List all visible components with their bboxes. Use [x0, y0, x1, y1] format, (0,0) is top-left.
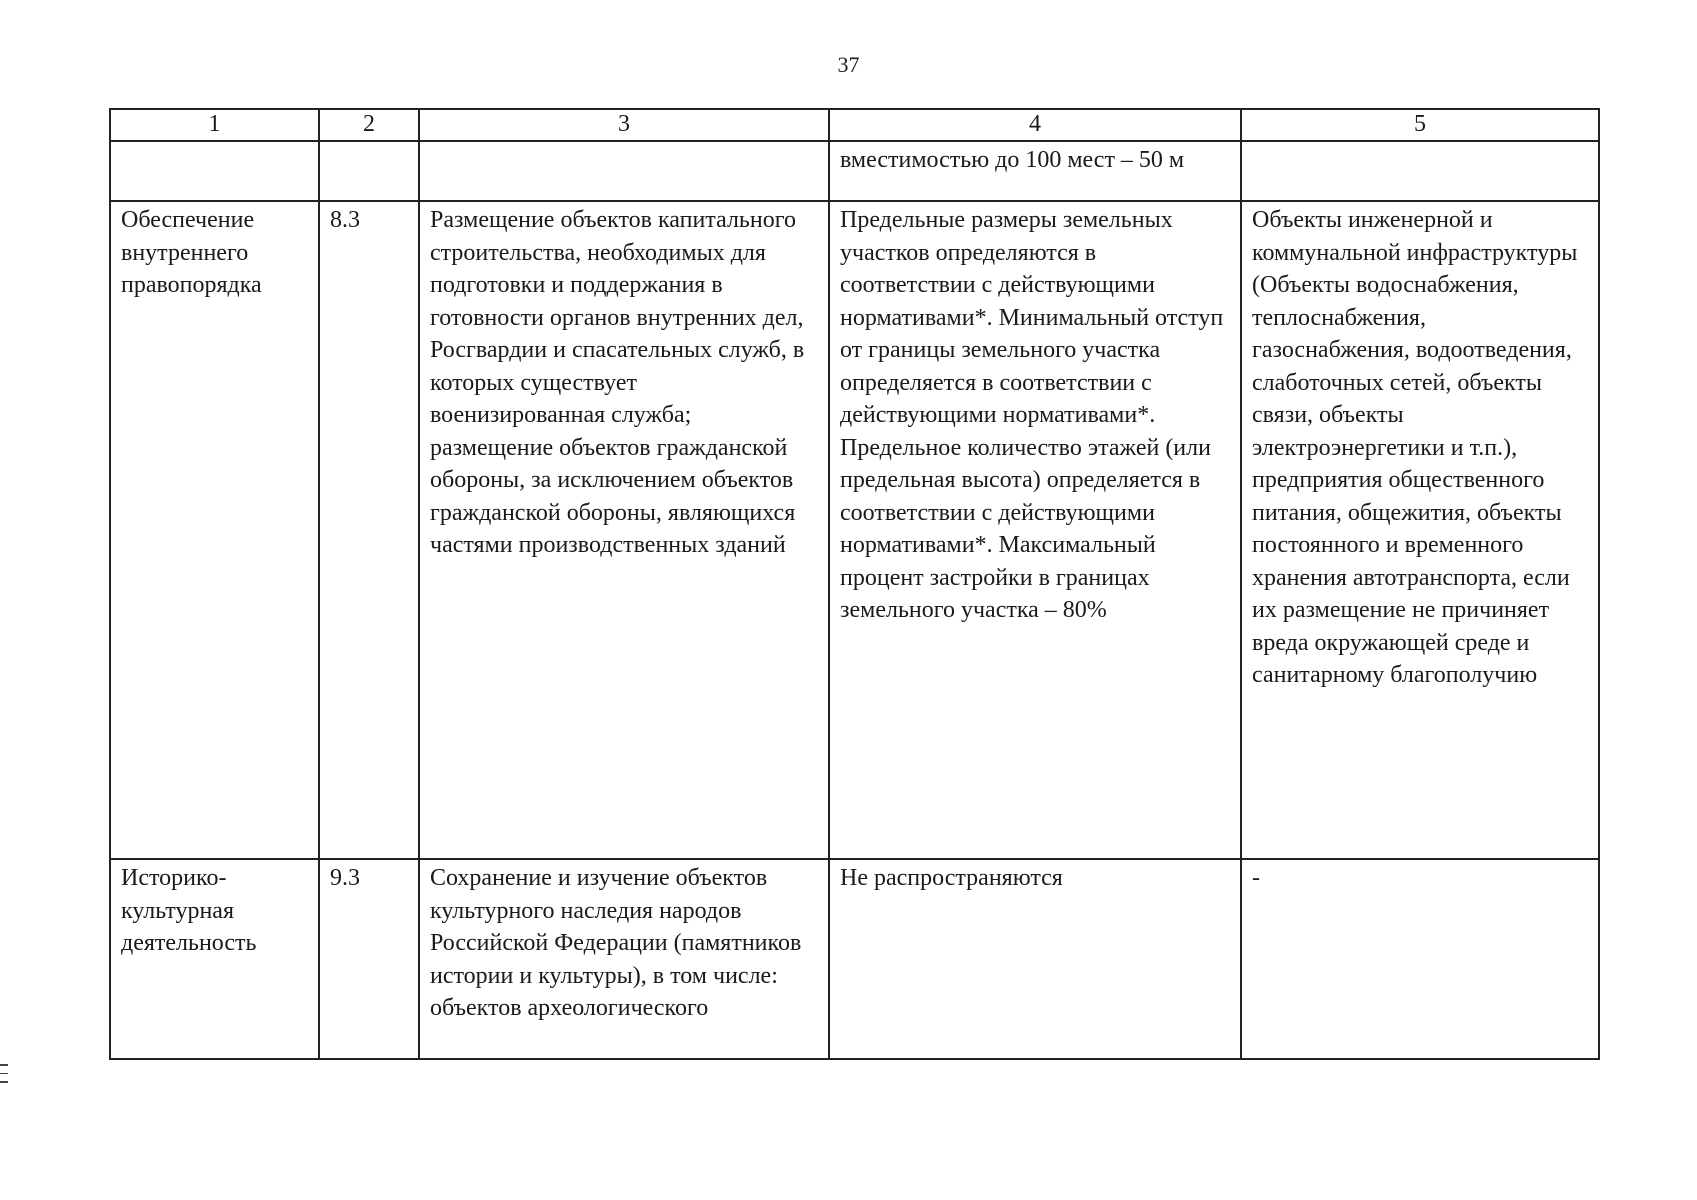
auxiliary-uses-text: Объекты инженерной и коммунальной инфраструктуры (Объекты водоснабжения, теплоснабжения, газоснабжения, водоотведения, слаботочных сетей, объекты связи, объекты электроэнергетики и т.п.), предприятия общественного питания, общежития, объекты постоянного и временного хранения автотранспорта, если их размещение не причиняет вреда окружающей среде и санитарному благополучию — [1252, 207, 1578, 688]
cell-description — [419, 141, 829, 201]
parameters-text: Предельные размеры земельных участков определяются в соответствии с действующими нормативами*. Минимальный отступ от границы земельного участка определяется в соответствии с действующими нормативами*. Предельное количество этажей (или предельная высота) определяется в соответствии с действующими нормативами*. Максимальный процент застройки в границах земельного участка – 80% — [840, 207, 1224, 623]
cell-description — [419, 201, 829, 859]
cell-auxiliary-uses — [1241, 859, 1599, 1059]
use-name-text: Обеспечение внутреннего правопорядка — [121, 207, 262, 298]
cell-use-name — [110, 859, 319, 1059]
use-name-text: Историко-культурная деятельность — [121, 865, 257, 956]
column-header-2: 2 — [319, 109, 419, 141]
scan-edge-marks — [0, 1064, 8, 1090]
cell-parameters — [829, 201, 1241, 859]
cell-parameters — [829, 859, 1241, 1059]
column-header-4: 4 — [829, 109, 1241, 141]
page-number: 37 — [837, 52, 860, 77]
column-header-1: 1 — [110, 109, 319, 141]
regulations-table — [109, 108, 1600, 1060]
cell-description — [419, 859, 829, 1059]
parameters-text: Не распространяются — [840, 865, 1063, 891]
table-row — [110, 141, 1599, 201]
cell-code — [319, 141, 419, 201]
cell-auxiliary-uses — [1241, 141, 1599, 201]
parameters-text: вместимостью до 100 мест – 50 м — [840, 147, 1185, 173]
use-code-text: 9.3 — [330, 865, 360, 891]
cell-use-name — [110, 141, 319, 201]
cell-parameters — [829, 141, 1241, 201]
cell-auxiliary-uses — [1241, 201, 1599, 859]
description-text: Сохранение и изучение объектов культурного наследия народов Российской Федерации (памятников истории и культуры), в том числе: объектов археологического — [430, 865, 802, 1021]
use-code-text: 8.3 — [330, 207, 360, 233]
table-row — [110, 859, 1599, 1059]
column-header-3: 3 — [419, 109, 829, 141]
cell-use-name — [110, 201, 319, 859]
table-header-row — [110, 109, 1599, 141]
description-text: Размещение объектов капитального строительства, необходимых для подготовки и поддержания в готовности органов внутренних дел, Росгвардии и спасательных служб, в которых существует военизированная служба; размещение объектов гражданской обороны, за исключением объектов гражданской обороны, являющихся частями производственных зданий — [430, 207, 805, 558]
table-row — [110, 201, 1599, 859]
cell-code — [319, 201, 419, 859]
column-header-5: 5 — [1241, 109, 1599, 141]
cell-code — [319, 859, 419, 1059]
auxiliary-uses-text: - — [1252, 865, 1260, 891]
